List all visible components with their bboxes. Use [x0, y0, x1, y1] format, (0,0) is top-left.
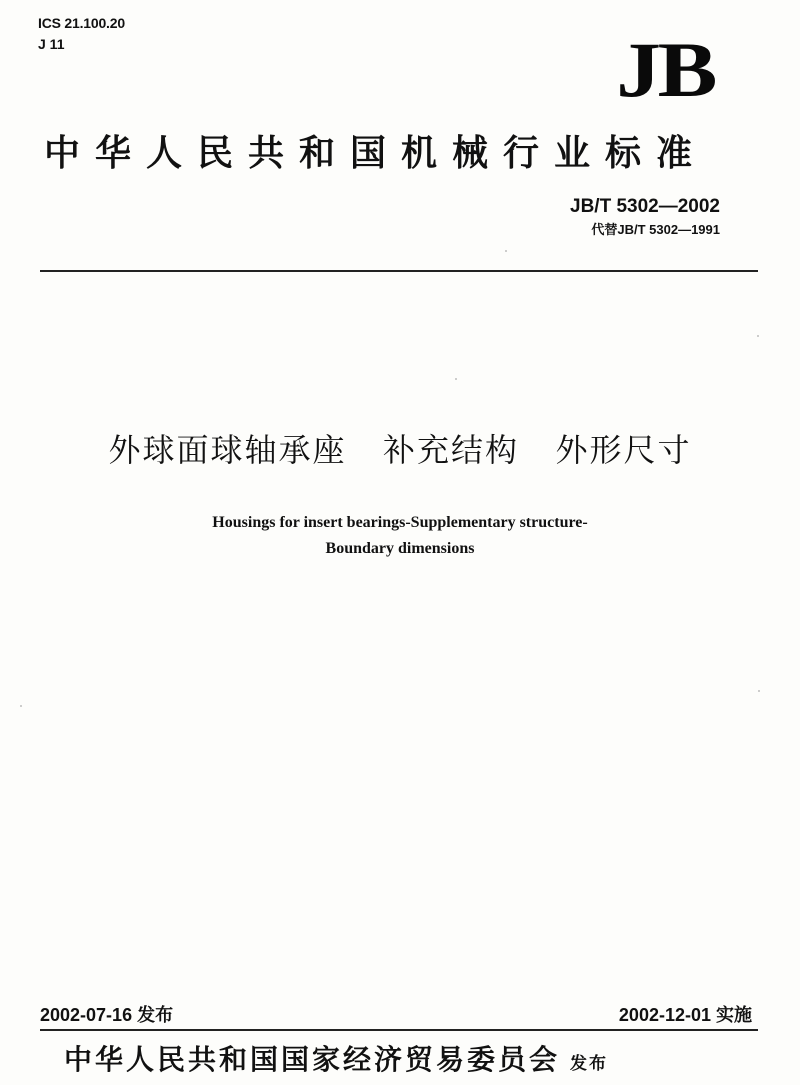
title-en-line-2: Boundary dimensions [325, 540, 475, 557]
document-title-en [0, 510, 800, 562]
implementation-date: 2002-12-01 实施 [618, 1005, 752, 1025]
scan-speck [505, 250, 507, 252]
jb-logo: JB [616, 26, 714, 113]
standard-number: JB/T 5302—2002 [570, 196, 720, 217]
document-title-cn: 外球面球轴承座 补充结构 外形尺寸 [108, 431, 692, 469]
industry-standard-title: 中华人民共和国机械行业标准 [44, 133, 708, 174]
scan-speck [758, 690, 760, 692]
top-divider [40, 270, 758, 272]
bottom-divider [40, 1029, 758, 1031]
scan-speck [757, 335, 759, 337]
publisher-organization: 中华人民共和国国家经济贸易委员会 [64, 1043, 561, 1076]
title-en-line-1: Housings for insert bearings-Supplementary structure- [212, 514, 588, 531]
issue-date: 2002-07-16 发布 [40, 1005, 174, 1025]
classification-code: J 11 [38, 36, 65, 52]
publisher-line [64, 1040, 608, 1085]
replaces-standard: 代替JB/T 5302—1991 [591, 222, 720, 237]
publisher-action: 发布 [570, 1054, 609, 1074]
ics-code: ICS 21.100.20 [38, 15, 125, 31]
scan-speck [455, 378, 457, 380]
scan-speck [20, 705, 22, 707]
